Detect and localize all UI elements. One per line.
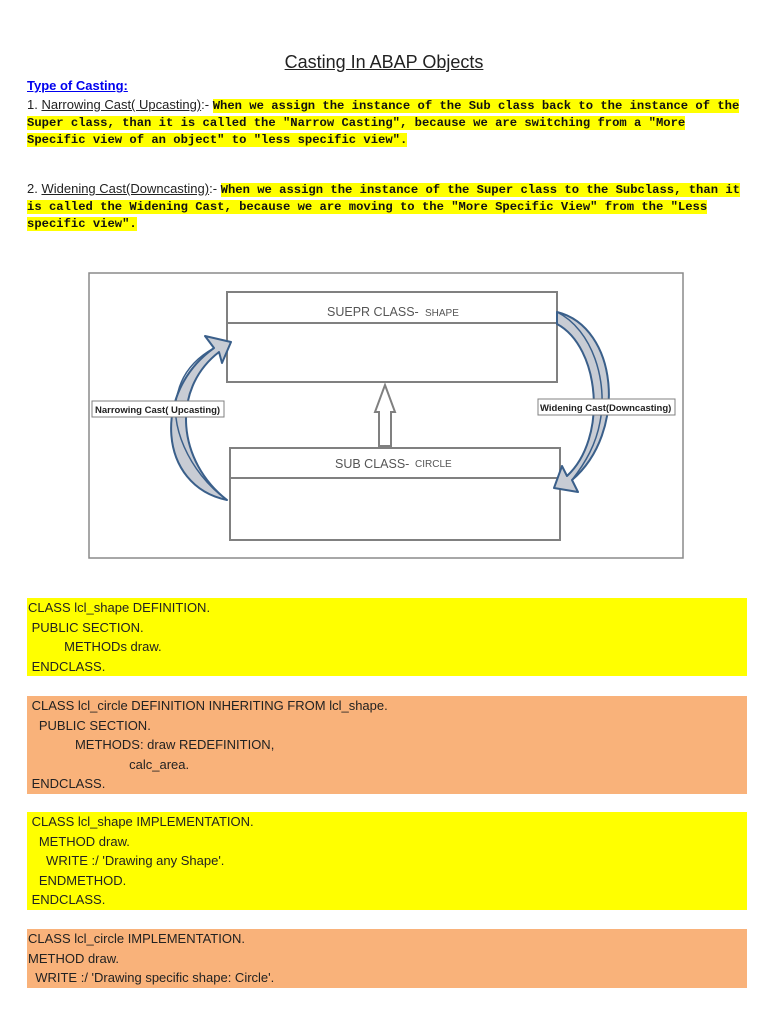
code-line: CLASS lcl_shape DEFINITION. xyxy=(28,600,211,615)
widening-label: Widening Cast(Downcasting) xyxy=(41,181,210,196)
code-block-shape-implementation xyxy=(27,812,747,910)
code-line: METHOD draw. xyxy=(28,833,130,849)
widening-diagram-label-text: Widening Cast(Downcasting) xyxy=(540,403,672,414)
page-title: Casting In ABAP Objects xyxy=(284,52,484,72)
code-line: ENDMETHOD. xyxy=(28,872,127,888)
widening-definition: When we assign the instance of the Super class to the Subclass, than it is called the Widening Cast, because we are moving to the "More Specific View" from the "Less specific view". xyxy=(27,183,740,231)
type-of-casting-heading[interactable]: Type of Casting: xyxy=(27,78,128,93)
widening-separator: :- xyxy=(209,181,218,196)
super-class-label: SUEPR CLASS- xyxy=(327,305,419,319)
widening-number: 2. xyxy=(27,181,38,196)
code-line: WRITE :/ 'Drawing any Shape'. xyxy=(28,853,225,868)
sub-class-name: CIRCLE xyxy=(415,459,452,470)
code-line: PUBLIC SECTION. xyxy=(28,717,151,733)
widening-paragraph xyxy=(27,181,743,232)
narrowing-label: Narrowing Cast( Upcasting) xyxy=(41,97,202,112)
sub-class-box xyxy=(230,448,560,540)
super-class-name: SHAPE xyxy=(425,308,459,319)
casting-diagram xyxy=(88,272,684,560)
code-line: PUBLIC SECTION. xyxy=(28,619,144,635)
code-line: CLASS lcl_circle DEFINITION INHERITING FROM lcl_shape. xyxy=(28,698,388,713)
code-block-circle-definition xyxy=(27,696,747,794)
code-line: WRITE :/ 'Drawing specific shape: Circle'. xyxy=(28,970,275,985)
code-line: ENDCLASS. xyxy=(28,776,106,791)
narrowing-diagram-label-text: Narrowing Cast( Upcasting) xyxy=(95,405,221,416)
code-line: ENDCLASS. xyxy=(28,892,106,907)
code-line: ENDCLASS. xyxy=(28,658,106,674)
code-block-circle-implementation xyxy=(27,929,747,988)
narrowing-paragraph xyxy=(27,97,743,148)
narrowing-number: 1. xyxy=(27,97,38,112)
code-line: CLASS lcl_circle IMPLEMENTATION. xyxy=(28,931,245,946)
widening-diagram-label xyxy=(538,399,675,415)
code-line: calc_area. xyxy=(28,756,190,772)
narrowing-separator: :- xyxy=(201,97,210,112)
code-block-shape-definition xyxy=(27,598,747,676)
narrowing-definition: When we assign the instance of the Sub class back to the instance of the Super class, than it is called the "Narrow Casting", because we are switching from a "More Specific view of an object" to "less specific view". xyxy=(27,99,740,147)
code-line: METHODs draw. xyxy=(28,639,162,654)
code-line: METHOD draw. xyxy=(28,950,120,966)
sub-class-label: SUB CLASS- xyxy=(335,457,410,471)
super-class-box xyxy=(227,292,557,382)
code-line: CLASS lcl_shape IMPLEMENTATION. xyxy=(28,814,254,829)
narrowing-diagram-label xyxy=(92,401,224,417)
code-line: METHODS: draw REDEFINITION, xyxy=(28,737,275,752)
